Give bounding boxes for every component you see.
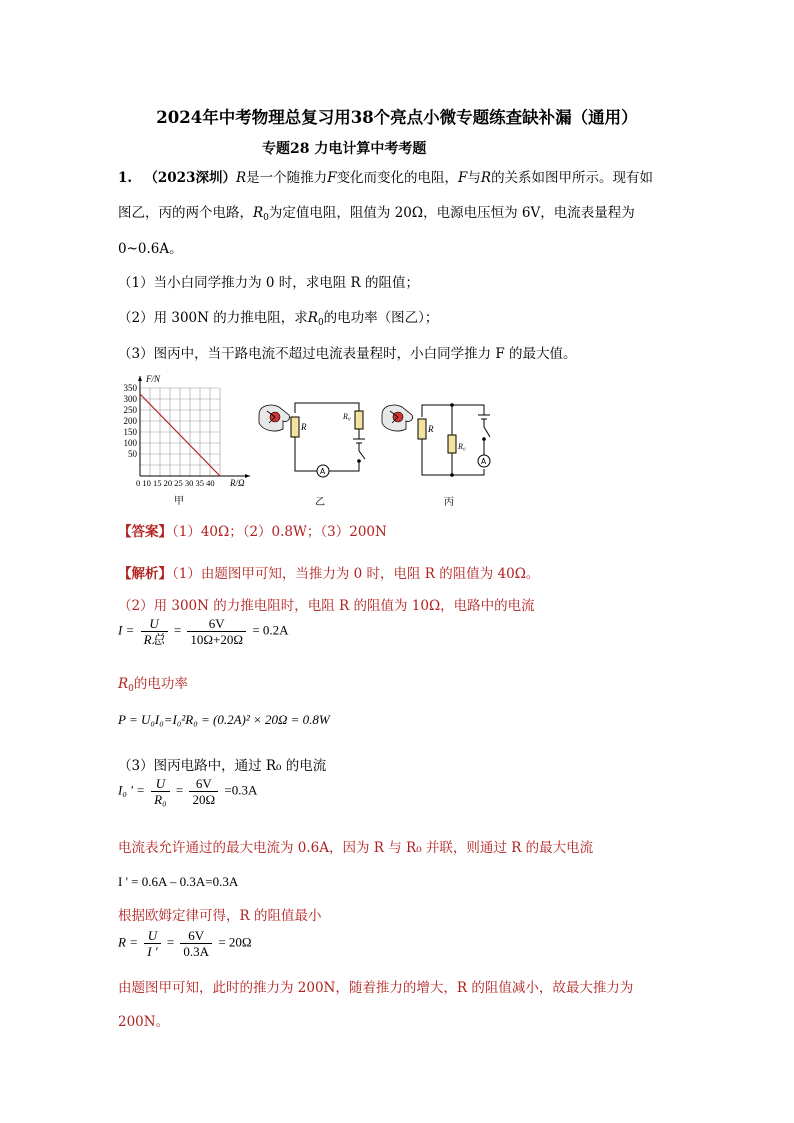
analysis-line-1	[118, 562, 539, 582]
circuit-b-caption: 乙	[315, 497, 325, 508]
eq-result: = 20Ω	[218, 934, 252, 950]
subscript: 0	[128, 684, 134, 694]
ytick: 300	[123, 394, 137, 404]
r0-label: R₀	[343, 412, 351, 421]
analysis-line-4: （3）图丙电路中，通过 R₀ 的电流	[118, 758, 327, 774]
question-part-3: （3）图丙中，当干路电流不超过电流表量程时，小白同学推力 F 的最大值。	[118, 346, 577, 362]
subscript: 0	[263, 213, 269, 223]
question-part-2	[118, 306, 438, 328]
eq-sign: =	[166, 934, 175, 950]
equation-5	[118, 928, 252, 959]
var-r0: R	[253, 205, 264, 221]
analysis-line-5: 电流表允许通过的最大电流为 0.6A，因为 R 与 R₀ 并联，则通过 R 的最大电流	[118, 840, 594, 856]
ytick: 150	[123, 427, 137, 437]
text: 的电功率（图乙）；	[323, 310, 439, 326]
xticks: 0 10 15 20 25 30 35 40	[136, 478, 215, 488]
answer-tag: 【答案】	[118, 524, 172, 540]
var-r: R	[235, 170, 247, 186]
hand-icon	[259, 405, 290, 431]
r-label: R	[301, 422, 307, 432]
page-title: 2024年中考物理总复习用38个亮点小微专题练查缺补漏（通用）	[156, 108, 638, 127]
text: 为定值电阻，阻值为 20Ω，电源电压恒为 6V，电流表量程为	[268, 205, 635, 221]
eq-num: 6V	[180, 928, 212, 944]
subscript: 0	[317, 318, 324, 328]
text: （1）由题图甲可知，当推力为 0 时，电阻 R 的阻值为 40Ω。	[172, 566, 540, 582]
graph-caption: 甲	[174, 496, 184, 507]
var-f: F	[458, 170, 468, 186]
eq-num: 6V	[189, 776, 218, 792]
text: （2）用 300N 的力推电阻，求	[118, 310, 308, 326]
equation-4: I ' = 0.6A – 0.3A=0.3A	[118, 874, 239, 889]
ammeter-label: A	[481, 457, 487, 466]
eq-num: U	[147, 928, 158, 943]
text: 的电功率	[133, 676, 188, 692]
analysis-line-8: 200N。	[118, 1014, 170, 1030]
ytick: 200	[123, 416, 137, 426]
ytick: 350	[123, 383, 137, 393]
text: 变化而变化的电阻，	[336, 170, 459, 186]
analysis-line-7: 由题图甲可知，此时的推力为 200N，随着推力的增大，R 的阻值减小，故最大推力为	[118, 980, 634, 996]
text: 是一个随推力	[246, 170, 328, 186]
equation-2: P = U₀I₀=I₀²R₀ = (0.2A)² × 20Ω = 0.8W	[118, 712, 330, 727]
hand-icon	[382, 405, 413, 431]
graph-xlabel: R/Ω	[230, 478, 245, 488]
text: 图乙，丙的两个电路，	[118, 205, 253, 221]
analysis-tag: 【解析】	[118, 566, 172, 582]
eq-result: = 0.2A	[252, 622, 289, 638]
circuit-c-figure	[378, 395, 508, 510]
eq-den: R₀	[154, 792, 167, 807]
question-line-1	[118, 166, 653, 186]
var-r: R	[480, 170, 492, 186]
eq-lhs: I₀ ' =	[118, 782, 145, 798]
ytick: 50	[128, 449, 137, 459]
eq-den: 20Ω	[192, 792, 216, 807]
eq-den: 10Ω+20Ω	[190, 632, 244, 647]
eq-num: 6V	[187, 616, 246, 632]
analysis-line-2: （2）用 300N 的力推电阻时，电阻 R 的阻值为 10Ω，电路中的电流	[118, 598, 535, 614]
ytick: 250	[123, 405, 137, 415]
analysis-line-6: 根据欧姆定律可得，R 的阻值最小	[118, 908, 322, 924]
eq-den: 0.3A	[183, 944, 210, 959]
question-line-2	[118, 201, 635, 223]
eq-sign: =	[173, 622, 182, 638]
eq-num: U	[149, 616, 159, 631]
eq-den: I '	[147, 944, 158, 959]
ammeter-label: A	[320, 467, 326, 476]
topic-subtitle: 专题28 力电计算中考考题	[262, 141, 427, 157]
ytick: 100	[123, 438, 137, 448]
answer-text: （1）40Ω；（2）0.8W；（3）200N	[172, 524, 387, 540]
equation-3	[118, 776, 257, 807]
analysis-line-3	[118, 672, 188, 694]
eq-lhs: I =	[118, 622, 135, 638]
eq-result: =0.3A	[224, 782, 258, 798]
equation-1	[118, 616, 289, 647]
eq-sign: =	[175, 782, 184, 798]
graph-figure	[112, 372, 262, 510]
question-line-3: 0~0.6A。	[118, 241, 183, 257]
r-label: R	[428, 424, 434, 434]
var-f: F	[327, 170, 337, 186]
var-r0: R	[118, 676, 129, 692]
circuit-c-caption: 丙	[444, 497, 454, 508]
var-r0: R	[307, 310, 318, 326]
eq-den: R总	[143, 632, 165, 647]
question-number: 1.	[118, 170, 133, 186]
graph-ylabel: F/N	[146, 374, 161, 384]
r0-label: R₀	[458, 442, 466, 451]
question-part-1: （1）当小白同学推力为 0 时，求电阻 R 的阻值；	[118, 275, 420, 291]
eq-lhs: R =	[118, 934, 138, 950]
circuit-b-figure	[255, 395, 395, 510]
eq-num: U	[155, 776, 166, 791]
text: 的关系如图甲所示。现有如	[491, 170, 654, 186]
question-source: （2023深圳）	[144, 170, 236, 186]
text: 与	[467, 170, 481, 186]
answer-line	[118, 520, 387, 540]
